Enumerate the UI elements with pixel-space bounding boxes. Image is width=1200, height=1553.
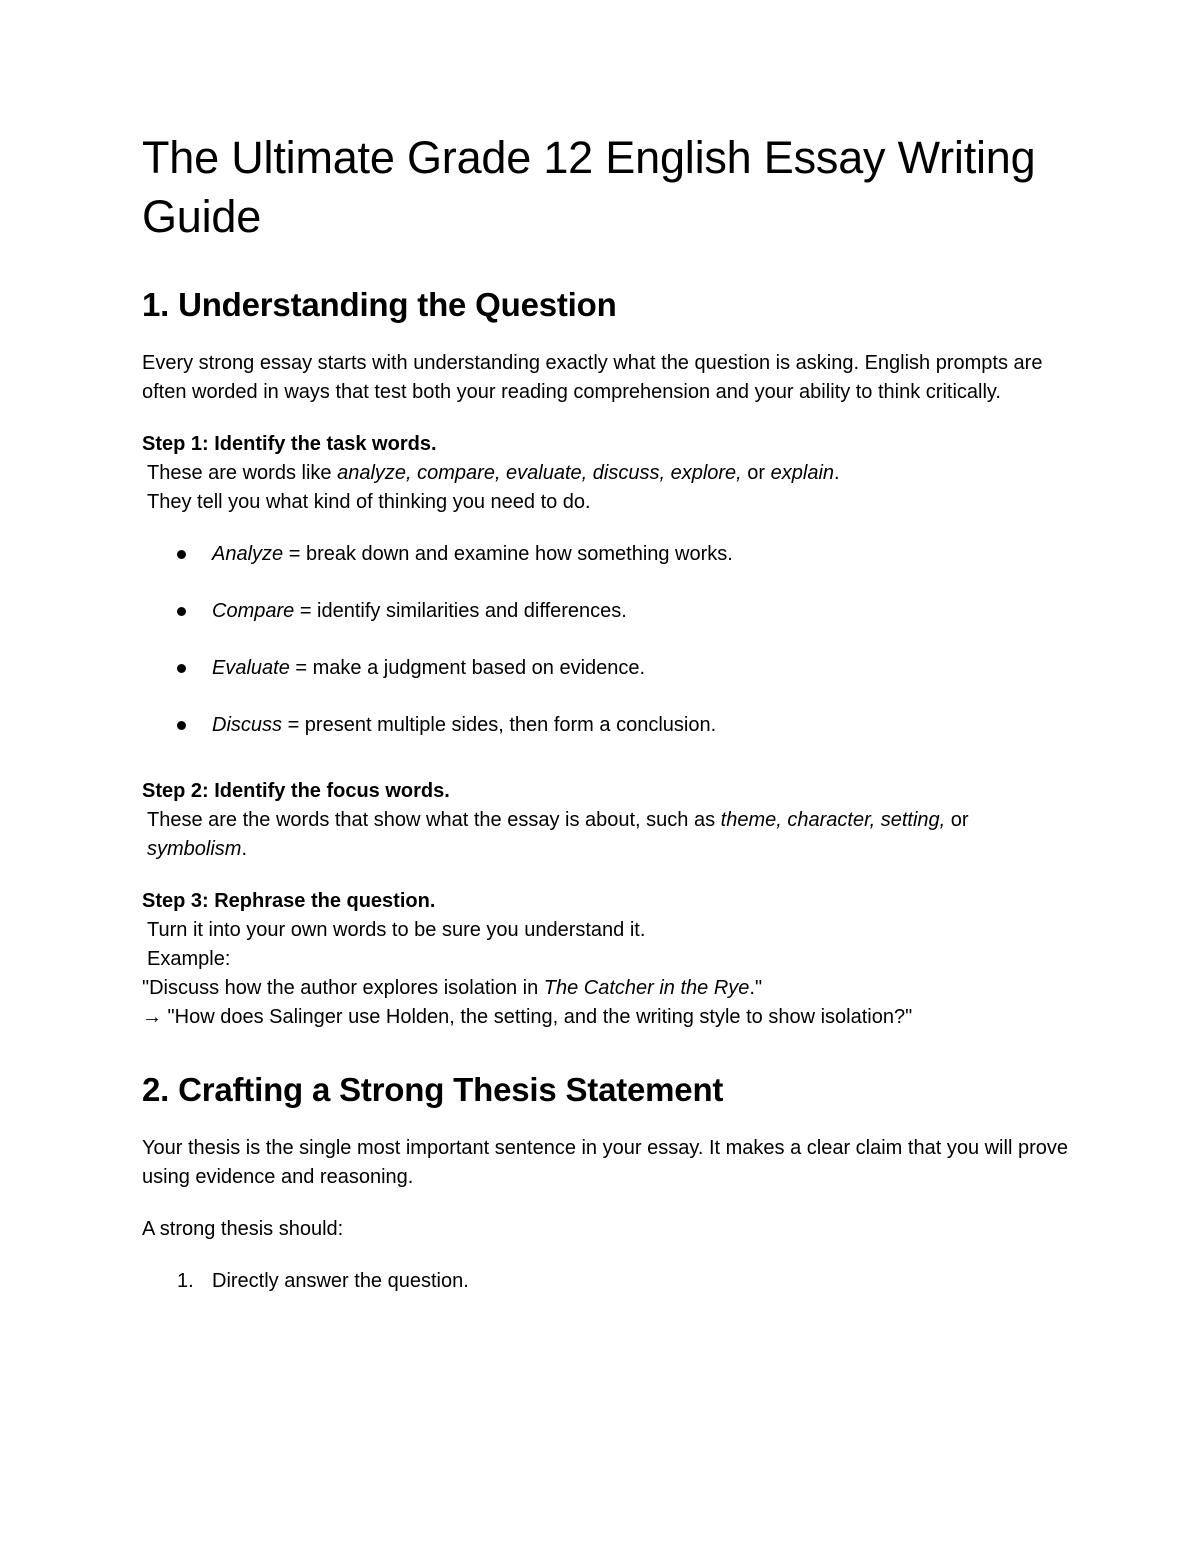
step-1-text-line-2: They tell you what kind of thinking you need to do. <box>147 491 591 513</box>
step-3-line-1: Turn it into your own words to be sure you understand it. <box>147 919 646 941</box>
document-body <box>142 128 1072 1296</box>
list-item <box>142 654 1072 683</box>
step-2-text-b: or <box>945 809 969 831</box>
step-1-text-c: . <box>834 462 840 484</box>
example-question-italic: The Catcher in the Rye <box>543 977 750 999</box>
bullet-icon <box>177 550 186 559</box>
list-item <box>142 540 1072 569</box>
step-1-text-b: or <box>741 462 771 484</box>
list-item <box>142 597 1072 626</box>
step-1-text-italic-2: explain <box>770 462 835 484</box>
list-item-term: Compare <box>212 600 295 622</box>
step-2-text-a: These are the words that show what the essay is about, such as <box>147 809 721 831</box>
section-1-heading: 1. Understanding the Question <box>142 286 617 323</box>
step-3-example-question <box>142 974 1072 1003</box>
example-question-b: ." <box>749 977 763 999</box>
list-item-definition: = identify similarities and differences. <box>294 600 627 622</box>
bullet-icon <box>177 607 186 616</box>
step-2-text-c: . <box>241 838 248 860</box>
list-item-text: Directly answer the question. <box>212 1270 469 1292</box>
bullet-icon <box>177 664 186 673</box>
step-1-text-line-1 <box>142 459 1072 488</box>
list-item-definition: = present multiple sides, then form a conclusion. <box>282 714 717 736</box>
list-item-number: 1. <box>177 1270 194 1292</box>
thesis-criteria-list <box>142 1267 1072 1296</box>
list-item-term: Evaluate <box>212 657 290 679</box>
list-item-term: Discuss <box>212 714 283 736</box>
step-1-text-italic: analyze, compare, evaluate, discuss, explore, <box>337 462 742 484</box>
section-2-intro: Your thesis is the single most important sentence in your essay. It makes a clear claim that you will prove using evidence and reasoning. <box>142 1137 1068 1188</box>
section-2-lead: A strong thesis should: <box>142 1218 344 1240</box>
document-title: The Ultimate Grade 12 English Essay Writing Guide <box>142 132 1036 242</box>
step-1-label: Step 1: Identify the task words. <box>142 433 437 455</box>
task-words-list <box>142 540 1072 740</box>
step-2-text-italic: theme, character, setting, <box>720 809 946 831</box>
step-3-label: Step 3: Rephrase the question. <box>142 890 436 912</box>
step-3-line-2: Example: <box>147 948 231 970</box>
step-1-text-a: These are words like <box>147 462 338 484</box>
list-item-definition: = make a judgment based on evidence. <box>289 657 646 679</box>
step-2-label: Step 2: Identify the focus words. <box>142 780 450 802</box>
step-3-rephrased-question: → "How does Salinger use Holden, the setting, and the writing style to show isolation?" <box>142 1006 913 1028</box>
list-item <box>142 1267 1072 1296</box>
section-1-intro: Every strong essay starts with understanding exactly what the question is asking. English prompts are often worded in ways that test both your reading comprehension and your ability to think critically. <box>142 352 1043 403</box>
example-question-a: "Discuss how the author explores isolation in <box>142 977 544 999</box>
list-item-definition: = break down and examine how something works. <box>283 543 733 565</box>
bullet-icon <box>177 721 186 730</box>
step-2-text <box>142 806 1072 864</box>
list-item <box>142 711 1072 740</box>
list-item-term: Analyze <box>212 543 284 565</box>
step-2-text-italic-2: symbolism <box>147 838 242 860</box>
section-2-heading: 2. Crafting a Strong Thesis Statement <box>142 1071 724 1108</box>
